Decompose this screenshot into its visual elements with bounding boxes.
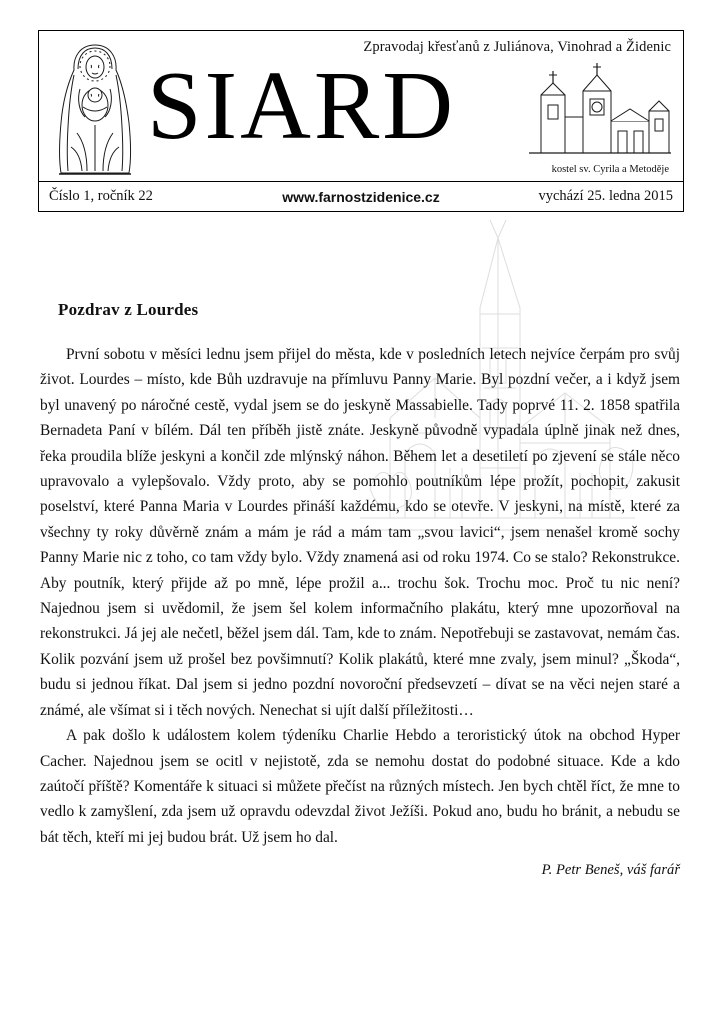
masthead-tagline: Zpravodaj křesťanů z Juliánova, Vinohrad a Židenic <box>363 39 671 55</box>
article-paragraph-1: První sobotu v měsíci lednu jsem přijel do města, kde v posledních letech nejvíce čerpám pro svůj život. Lourdes – místo, kde Bůh uzdravuje na přímluvu Panny Marie. Byl pozdní večer, a i když jsem byl unavený po náročné cestě, vydal jsem se do jeskyně Massabielle. Tady poprvé 11. 2. 1858 spatřila Bernadeta Paní v bílém. Dál ten příběh jistě znáte. Jeskyně původně vypadala úplně jinak než dnes, řeka proudila blíže jeskyni a končil zde mlýnský náhon. Během let a desetiletí po zjevení se stále něco upravovalo a vylepšovalo. Vždy proto, aby se pomohlo poutníkům lépe prožít, pochopit, zakusit poselství, které Panna Maria v Lourdes přináší každému, kdo se otevře. V jeskyni, na místě, které za všechny ty roky důvěrně znám a mám je rád a mám tam „svou lavici“, jsem nenašel kromě sochy Panny Marie nic z toho, co tam vždy bylo. Vždy znamená asi od roku 1974. Co se stalo? Rekonstrukce. Aby poutník, který přijde až po mně, lépe prožil a... trochu šok. Trochu moc. Proč tu nic není? Najednou jsem si uvědomil, že jsem šel kolem informačního plakátu, který mne upozorňoval na rekonstrukci. Já jej ale nečetl, běžel jsem dál. Tam, kde to znám. Nepotřebuji se zastavovat, nemám čas. Kolik pozvání jsem už prošel bez povšimnutí? Kolik plakátů, které mne zvaly, jsem minul? „Škoda“, budu si jednou říkat. Dal jsem si jedno pozdní novoroční předsevzetí – dívat se na věci nejen staré a známé, ale všímat si i těch nových. Nenechat si ujít další příležitosti… <box>40 346 680 719</box>
issue-info-bar <box>38 182 684 212</box>
issue-number: Číslo 1, ročník 22 <box>49 188 153 204</box>
church-caption: kostel sv. Cyrila a Metoděje <box>551 164 669 175</box>
article-heading: Pozdrav z Lourdes <box>58 300 199 319</box>
article-signature: P. Petr Beneš, váš farář <box>541 862 680 879</box>
website-link[interactable]: www.farnostzidenice.cz <box>282 188 440 205</box>
church-illustration-icon <box>521 61 673 157</box>
article-paragraph-2: A pak došlo k událostem kolem týdeníku Charlie Hebdo a teroristický útok na obchod Hyper Cacher. Najednou jsem se ocitl v nejistotě, zda se nemohu dostat do podobné situace. Kde a kdo zaútočí příště? Komentáře k situaci si můžete přečíst na různých místech. Jen bych chtěl říct, že mne to vedlo k zamyšlení, zda jsem už opravdu odevzdal život Ježíši. Pokud ano, budu ho bránit, a nebudu se bát těch, kteří mi jej budou brát. Už jsem ho dal. <box>40 727 680 846</box>
article <box>40 300 680 879</box>
publication-date: vychází 25. ledna 2015 <box>538 188 673 204</box>
madonna-and-child-woodcut-icon <box>47 37 143 179</box>
masthead <box>38 30 684 182</box>
masthead-title: SIARD <box>147 52 457 160</box>
